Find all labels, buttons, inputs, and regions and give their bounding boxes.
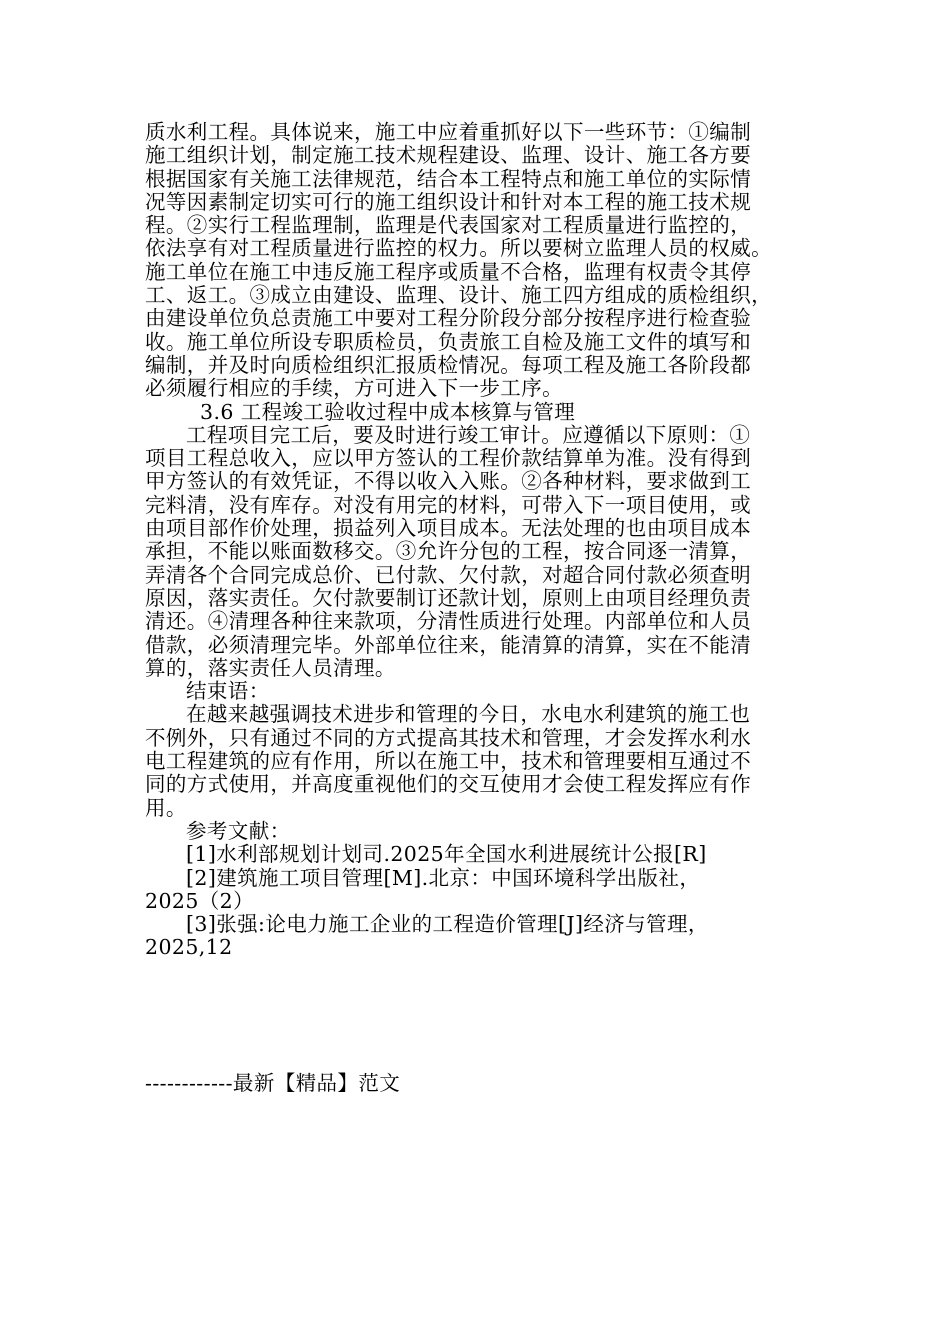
paragraph-quality-control <box>145 121 825 401</box>
text-line: 必须履行相应的手续，方可进入下一步工序。 <box>145 377 563 401</box>
text-line: 编制，并及时向质检组织汇报质检情况。每项工程及施工各阶段都 <box>145 353 752 377</box>
text-line: 弄清各个合同完成总价、已付款、欠付款，对超合同付款必须查明 <box>145 563 752 587</box>
references-heading: 参考文献： <box>186 819 291 843</box>
text-line: 算的，落实责任人员清理。 <box>145 656 396 680</box>
text-line: 收。施工单位所设专职质检员，负责旅工自检及施工文件的填写和 <box>145 330 752 354</box>
text-line: 承担，不能以账面数移交。③允许分包的工程，按合同逐一清算， <box>145 540 752 564</box>
section-heading: 3.6 工程竣工验收过程中成本核算与管理 <box>200 400 576 424</box>
text-line: 由建设单位负总责施工中要对工程分阶段分部分按程序进行检查验 <box>145 307 752 331</box>
reference-list <box>145 843 825 959</box>
text-line: 用。 <box>145 796 187 820</box>
reference-item-continuation: 2025（2） <box>145 889 255 913</box>
text-line: 质水利工程。具体说来，施工中应着重抓好以下一些环节：①编制 <box>145 121 752 144</box>
paragraph-conclusion <box>145 703 825 819</box>
text-line: 根据国家有关施工法律规范，结合本工程特点和施工单位的实际情 <box>145 167 752 191</box>
paragraph-completion-audit <box>145 424 825 680</box>
text-line: 工程项目完工后，要及时进行竣工审计。应遵循以下原则：① <box>186 423 751 447</box>
text-line: 电工程建筑的应有作用，所以在施工中，技术和管理要相互通过不 <box>145 750 752 774</box>
text-line: 完料清，没有库存。对没有用完的材料，可带入下一项目使用，或 <box>145 493 752 517</box>
conclusion-heading: 结束语： <box>186 680 270 704</box>
reference-item: [3]张强:论电力施工企业的工程造价管理[J]经济与管理， <box>186 913 709 937</box>
text-line: 借款，必须清理完毕。外部单位往来，能清算的清算，实在不能清 <box>145 633 752 657</box>
text-line: 不例外，只有通过不同的方式提高其技术和管理，才会发挥水利水 <box>145 726 752 750</box>
text-line: 甲方签认的有效凭证，不得以收入入账。②各种材料，要求做到工 <box>145 470 752 494</box>
reference-item-continuation: 2025,12 <box>145 936 233 960</box>
text-line: 原因，落实责任。欠付款要制订还款计划，原则上由项目经理负责 <box>145 586 752 610</box>
text-line: 清还。④清理各种往来款项，分清性质进行处理。内部单位和人员 <box>145 610 752 634</box>
text-line: 项目工程总收入，应以甲方签认的工程价款结算单为准。没有得到 <box>145 447 752 471</box>
text-line: 施工单位在施工中违反施工程序或质量不合格，监理有权责令其停 <box>145 260 752 284</box>
reference-item: [1]水利部规划计划司.2025年全国水利进展统计公报[R] <box>186 843 707 867</box>
text-line: 依法享有对工程质量进行监控的权力。所以要树立监理人员的权威。 <box>145 237 772 261</box>
text-line: 程。②实行工程监理制，监理是代表国家对工程质量进行监控的， <box>145 214 752 238</box>
body-text <box>145 121 825 960</box>
text-line: 工、返工。③成立由建设、监理、设计、施工四方组成的质检组织， <box>145 284 772 308</box>
text-line: 在越来越强调技术进步和管理的今日，水电水利建筑的施工也 <box>186 703 751 727</box>
footer-banner: ------------最新【精品】范文 <box>145 1071 401 1095</box>
text-line: 同的方式使用，并高度重视他们的交互使用才会使工程发挥应有作 <box>145 773 752 797</box>
text-line: 由项目部作价处理，损益列入项目成本。无法处理的也由项目成本 <box>145 517 752 541</box>
text-line: 施工组织计划，制定施工技术规程建设、监理、设计、施工各方要 <box>145 144 752 168</box>
text-line: 况等因素制定切实可行的施工组织设计和针对本工程的施工技术规 <box>145 190 752 214</box>
reference-item: [2]建筑施工项目管理[M].北京：中国环境科学出版社， <box>186 866 701 890</box>
